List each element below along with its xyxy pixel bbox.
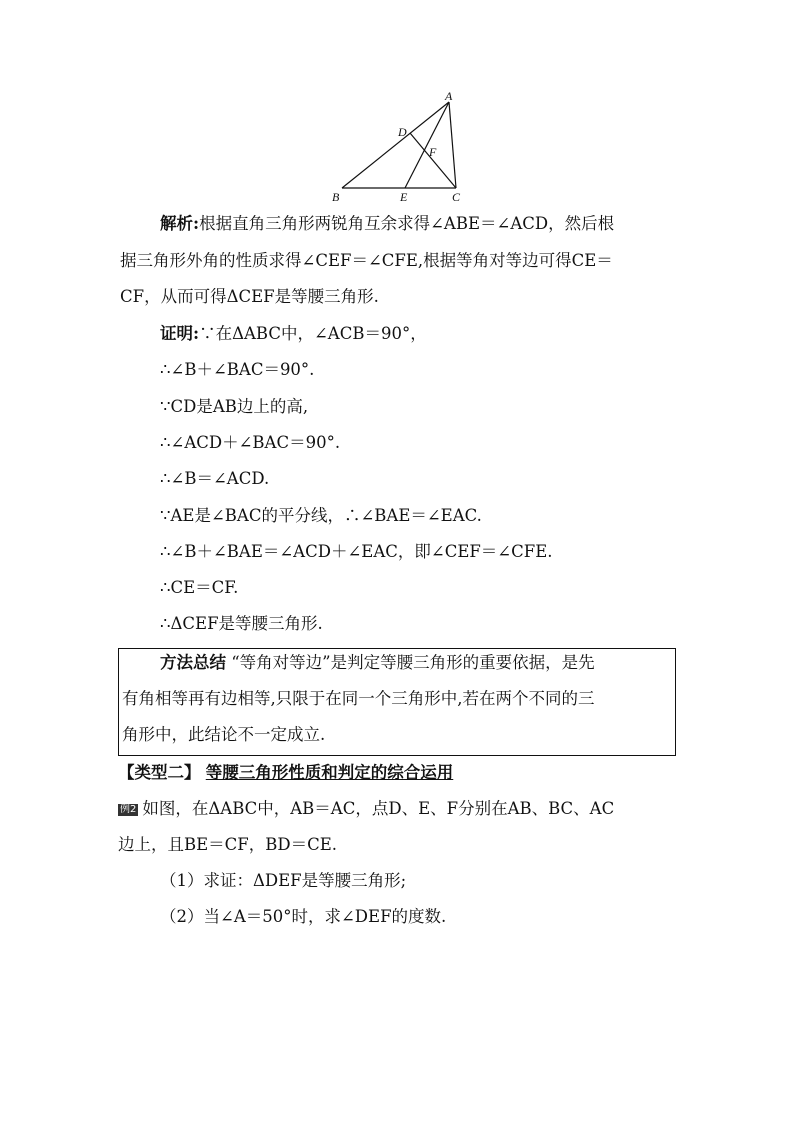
type-two-bracket: 【类型二】 (118, 763, 201, 782)
label-a: A (445, 90, 453, 103)
label-b: B (332, 190, 340, 204)
proof-label: 证明: (160, 324, 200, 343)
analysis-line-2: 据三角形外角的性质求得∠CEF＝∠CFE,根据等角对等边可得CE＝ (120, 251, 613, 270)
type-two-heading (118, 762, 453, 784)
proof-line-8: ∴CE＝CF. (160, 578, 239, 597)
triangle-diagram (325, 90, 470, 208)
segment-cd (410, 133, 456, 188)
proof-line-7: ∴∠B＋∠BAE＝∠ACD＋∠EAC，即∠CEF＝∠CFE. (160, 542, 553, 561)
proof-line-2: ∴∠B＋∠BAC＝90°. (160, 360, 315, 379)
example-two-tag: 例2 (120, 804, 137, 815)
analysis-line-3: CF，从而可得ΔCEF是等腰三角形. (120, 287, 379, 306)
proof-line-6: ∵AE是∠BAC的平分线，∴∠BAE＝∠EAC. (160, 506, 482, 525)
proof-text-1: ∵在ΔABC中，∠ACB＝90°， (199, 324, 427, 343)
analysis-line-1 (160, 213, 614, 235)
type-two-title: 等腰三角形性质和判定的综合运用 (205, 763, 454, 782)
example-two-text-1: 如图，在ΔABC中，AB＝AC，点D、E、F分别在AB、BC、AC (142, 799, 615, 818)
triangle-figure (325, 90, 470, 208)
label-f: F (429, 145, 437, 159)
summary-text-1: “等角对等边”是判定等腰三角形的重要依据，是先 (231, 653, 595, 672)
summary-line-1 (160, 652, 595, 674)
analysis-text-1: 根据直角三角形两锐角互余求得∠ABE＝∠ACD，然后根 (199, 214, 615, 233)
proof-line-5: ∴∠B＝∠ACD. (160, 469, 270, 488)
summary-line-2: 有角相等再有边相等,只限于在同一个三角形中,若在两个不同的三 (122, 689, 595, 708)
example-two-question-1: （1）求证：ΔDEF是等腰三角形; (160, 871, 407, 890)
segment-ac (449, 102, 456, 188)
proof-line-4: ∴∠ACD＋∠BAC＝90°. (160, 433, 341, 452)
example-two-line-1 (118, 798, 614, 820)
segment-ae (405, 102, 449, 188)
proof-line-9: ∴ΔCEF是等腰三角形. (160, 614, 323, 633)
analysis-label: 解析: (160, 214, 200, 233)
example-two-question-2: （2）当∠A＝50°时，求∠DEF的度数. (160, 907, 447, 926)
label-e: E (400, 190, 408, 204)
example-two-line-2: 边上，且BE＝CF，BD＝CE. (118, 835, 338, 854)
label-d: D (398, 125, 407, 139)
proof-line-3: ∵CD是AB边上的高, (160, 397, 309, 416)
summary-label: 方法总结 (160, 653, 226, 672)
proof-line-1 (160, 323, 427, 345)
label-c: C (452, 190, 461, 204)
summary-line-3: 角形中，此结论不一定成立. (122, 725, 326, 744)
